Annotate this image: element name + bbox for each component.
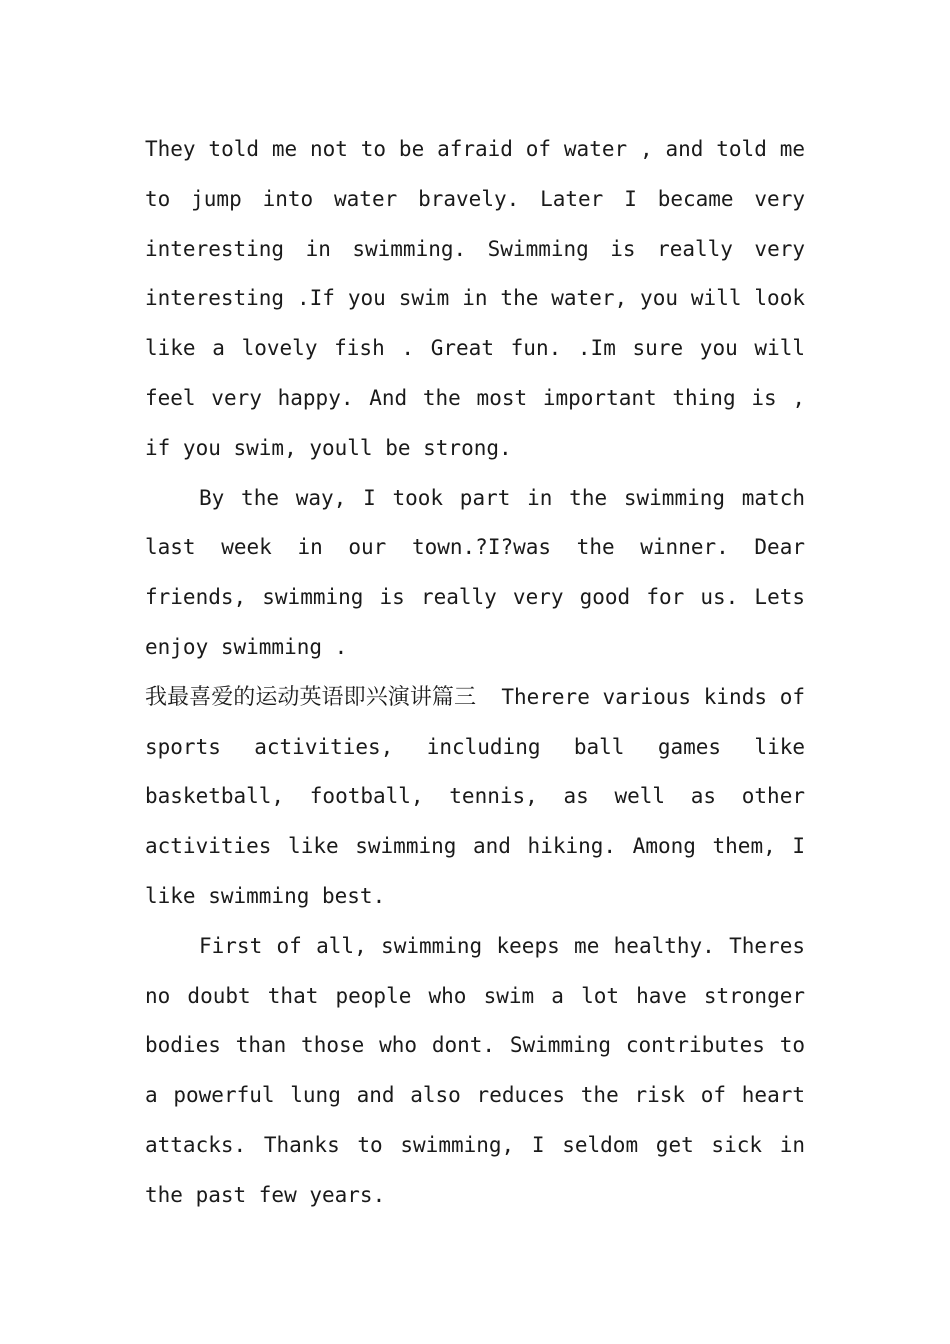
- paragraph-3-text: Therere various kinds of sports activities, including ball games like basketball, football, tennis, as well as other activities like swimming and hiking. Among them, I like swimming best.: [145, 684, 805, 908]
- section-heading: 我最喜爱的运动英语即兴演讲篇三: [145, 684, 477, 710]
- paragraph-1: They told me not to be afraid of water , and told me to jump into water bravely. Later I became very interesting in swimming. Swimming is really very interesting .If you swim in the water, you will look like a lovely fish . Great fun. .Im sure you will feel very happy. And the most important thing is , if you swim, youll be strong.: [145, 137, 805, 460]
- paragraph-2: By the way, I took part in the swimming match last week in our town.?I?was the winner. Dear friends, swimming is really very good for us. Lets enjoy swimming .: [145, 485, 805, 659]
- document-body: [145, 125, 805, 1221]
- paragraph-3: [145, 673, 805, 922]
- paragraph-4: First of all, swimming keeps me healthy. Theres no doubt that people who swim a lot have stronger bodies than those who dont. Swimming contributes to a powerful lung and also reduces the risk of heart attacks. Thanks to swimming, I seldom get sick in the past few years.: [145, 933, 805, 1207]
